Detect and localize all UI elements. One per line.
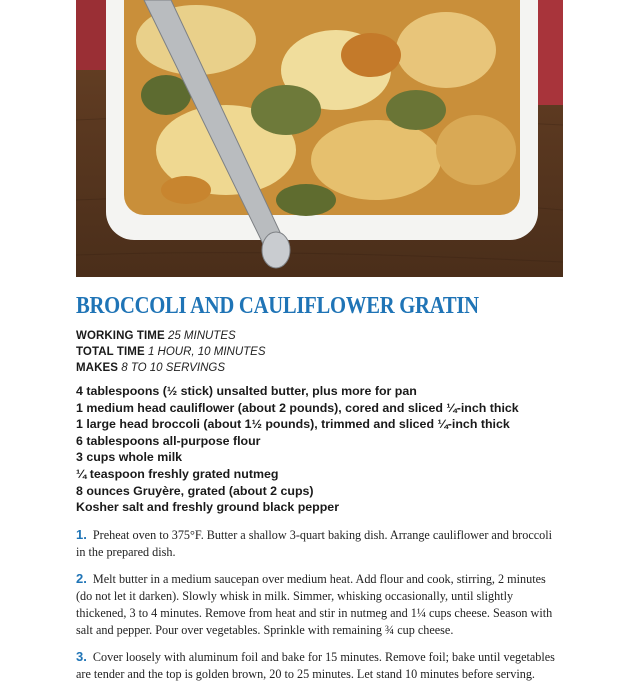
makes-row: [76, 360, 266, 376]
meta-value: 1 HOUR, 10 MINUTES: [147, 346, 266, 358]
step-1: [76, 526, 563, 561]
ingredients-list: [76, 383, 576, 516]
meta-value: 25 MINUTES: [167, 330, 236, 342]
gratin-illustration: [76, 0, 563, 277]
step-number: 3.: [76, 649, 87, 664]
ingredient-item: 1 large head broccoli (about 1½ pounds), trimmed and sliced ¼-inch thick: [76, 417, 510, 432]
working-time-row: [76, 328, 266, 344]
recipe-title: BROCCOLI AND CAULIFLOWER GRATIN: [76, 293, 479, 319]
step-number: 2.: [76, 571, 87, 586]
step-3: [76, 648, 563, 683]
step-text: Cover loosely with aluminum foil and bake for 15 minutes. Remove foil; bake until vegetables are tender and the top is golden brown, 20 to 25 minutes. Let stand 10 minutes before serving.: [76, 650, 555, 681]
recipe-meta: [76, 328, 266, 376]
ingredient-item: 8 ounces Gruyère, grated (about 2 cups): [76, 483, 314, 498]
total-time-row: [76, 344, 266, 360]
step-2: [76, 570, 563, 639]
ingredient-item: Kosher salt and freshly ground black pepper: [76, 500, 340, 515]
ingredient-item: 1 medium head cauliflower (about 2 pounds), cored and sliced ¼-inch thick: [76, 400, 519, 415]
ingredient-item: 3 cups whole milk: [76, 450, 183, 465]
instructions: [76, 526, 563, 692]
napkin-right: [538, 0, 563, 105]
ingredient-item: ¼ teaspoon freshly grated nutmeg: [76, 466, 279, 481]
meta-label: TOTAL TIME: [76, 346, 145, 358]
step-number: 1.: [76, 527, 87, 542]
meta-label: MAKES: [76, 362, 119, 374]
meta-label: WORKING TIME: [76, 330, 165, 342]
gratin-photo: [76, 0, 563, 277]
ingredient-item: 6 tablespoons all-purpose flour: [76, 433, 261, 448]
meta-value: 8 TO 10 SERVINGS: [121, 362, 225, 374]
step-text: Melt butter in a medium saucepan over medium heat. Add flour and cook, stirring, 2 minutes (do not let it darken). Slowly whisk in milk. Simmer, whisking occasionally, until slightly thickened, 3 to 4 minutes. Remove from heat and stir in nutmeg and 1¼ cups cheese. Season with salt and pepper. Pour over vegetables. Sprinkle with remaining ¾ cup cheese.: [76, 572, 553, 637]
napkin-left: [76, 0, 106, 70]
step-text: Preheat oven to 375°F. Butter a shallow 3-quart baking dish. Arrange cauliflower and broccoli in the prepared dish.: [76, 528, 553, 559]
ingredient-item: 4 tablespoons (½ stick) unsalted butter, plus more for pan: [76, 384, 417, 398]
